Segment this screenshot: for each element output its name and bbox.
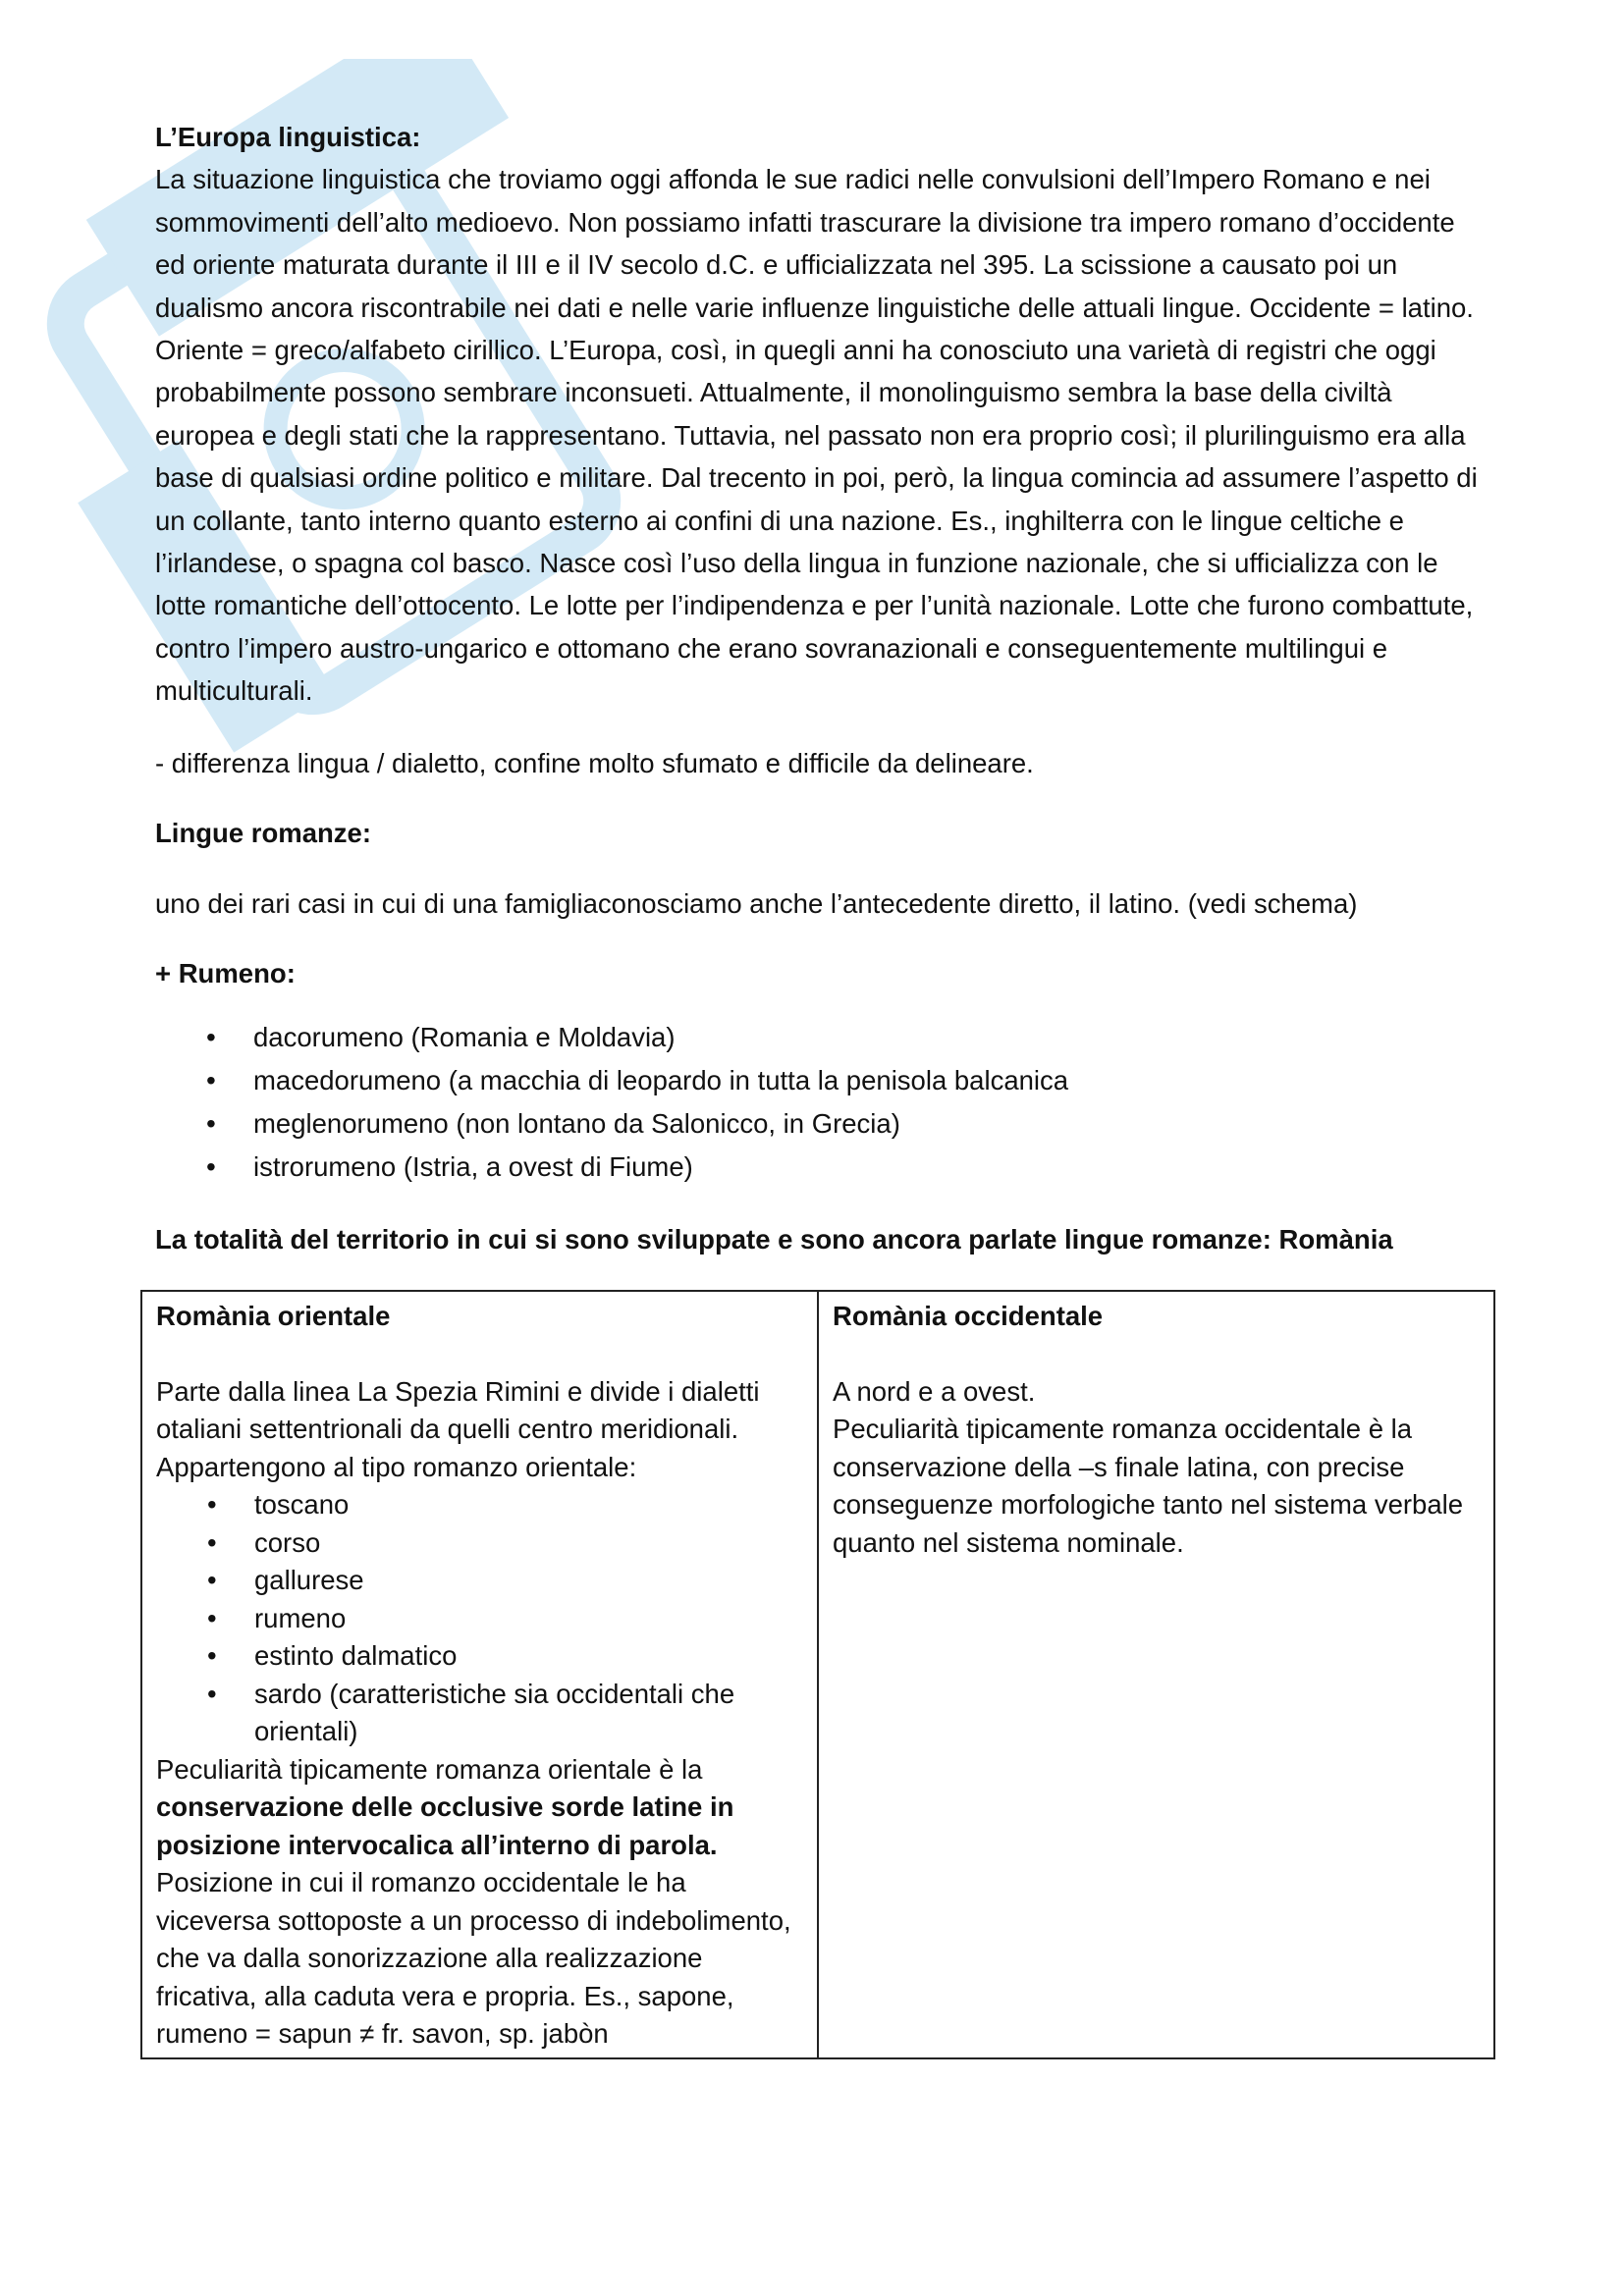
romania-occidentale-title: Romània occidentale [833,1301,1104,1331]
romania-occidentale-cell [818,1291,1494,2058]
document-body [155,116,1490,1283]
orientale-peculiarity-bold: conservazione delle occlusive sorde latine in posizione intervocalica all’interno di parola. [156,1791,734,1860]
romania-table [140,1290,1495,2059]
romanze-heading: Lingue romanze: [155,818,372,849]
romanze-text: uno dei rari casi in cui di una famigliaconosciamo anche l’antecedente diretto, il latino. (vedi schema) [155,887,1358,919]
list-item: • corso [156,1524,803,1563]
list-item: • sardo (caratteristiche sia occidentali che orientali) [156,1676,803,1751]
europa-paragraph: La situazione linguistica che troviamo oggi affonda le sue radici nelle convulsioni dell’Impero Romano e nei sommovimenti dell’alto medioevo. Non possiamo infatti trascurare la divisione tra impero romano d’occidente ed oriente maturata durante il III e il IV secolo d.C. e ufficializzata nel 395. La scissione a causato poi un dualismo ancora riscontrabile nei dati e nelle varie influenze linguistiche delle attuali lingue. Occidente = latino. Oriente = greco/alfabeto cirillico. L’Europa, così, in quegli anni ha conosciuto una varietà di registri che oggi probabilmente possono sembrare inconsueti. Attualmente, il monolinguismo sembra la base della civiltà europea e degli stati che la rappresentano. Tuttavia, nel passato non era proprio così; il plurilinguismo era alla base di qualsiasi ordine politico e militare. Dal trecento in poi, però, la lingua comincia ad assumere l’aspetto di un collante, tanto interno quanto esterno ai confini di una nazione. Es., inghilterra con le lingue celtiche e l’irlandese, o spagna col basco. Nasce così l’uso della lingua in funzione nazionale, che si ufficializza con le lotte romantiche dell’ottocento. Le lotte per l’indipendenza e per l’unità nazionale. Lotte che furono combattute, contro l’impero austro-ungarico e ottomano che erano sovranazionali e conseguentemente multilingui e multiculturali. [155,164,1478,707]
list-item: • dacorumeno (Romania e Moldavia) [155,1016,1490,1059]
occidentale-line1: A nord e a ovest. [833,1375,1036,1407]
rumeno-heading: + Rumeno: [155,957,296,988]
orientale-peculiarity-lead: Peculiarità tipicamente romanza orientale è la [156,1753,703,1785]
totalita-heading: La totalità del territorio in cui si sono sviluppate e sono ancora parlate lingue romanze: Romània [155,1224,1393,1255]
occidentale-text: Peculiarità tipicamente romanza occidentale è la conservazione della –s finale latina, con precise conseguenze morfologiche tanto nel sistema verbale quanto nel sistema nominale. [833,1414,1464,1558]
orientale-list [156,1486,803,1751]
rumeno-list [155,1016,1490,1189]
romania-orientale-title: Romània orientale [156,1301,391,1331]
romania-orientale-intro: Parte dalla linea La Spezia Rimini e divide i dialetti otaliani settentrionali da quelli centro meridionali. Appartengono al tipo romanzo orientale: [156,1375,760,1482]
lingua-dialetto-note: - differenza lingua / dialetto, confine molto sfumato e difficile da delineare. [155,747,1034,778]
list-item: • toscano [156,1486,803,1524]
list-item: • macedorumeno (a macchia di leopardo in tutta la penisola balcanica [155,1059,1490,1102]
list-item: • istrorumeno (Istria, a ovest di Fiume) [155,1146,1490,1189]
romania-orientale-cell [141,1291,818,2058]
europa-heading: L’Europa linguistica: [155,122,421,152]
list-item: • meglenorumeno (non lontano da Salonicco, in Grecia) [155,1102,1490,1146]
table-row [141,1291,1494,2058]
list-item: • rumeno [156,1600,803,1638]
list-item: • gallurese [156,1562,803,1600]
list-item: • estinto dalmatico [156,1637,803,1676]
orientale-peculiarity-rest: Posizione in cui il romanzo occidentale le ha viceversa sottoposte a un processo di indebolimento, che va dalla sonorizzazione alla realizzazione fricativa, alla caduta vera e propria. Es., sapone, rumeno = sapun ≠ fr. savon, sp. jabòn [156,1867,791,2049]
